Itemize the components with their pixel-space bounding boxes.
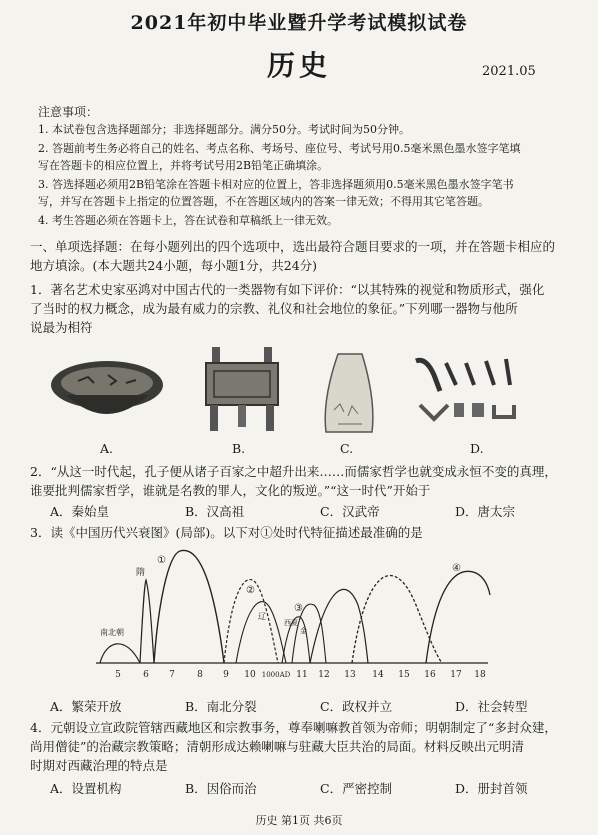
q3-option-b: B．南北分裂 — [185, 699, 257, 714]
label-sui: 隋 — [136, 568, 146, 578]
timeline-tick-label: 7 — [169, 670, 175, 680]
q4-text: 4．元朝设立宣政院管辖西藏地区和宗教事务，尊奉喇嘛教首领为帝师；明朝制定了“多封众建， — [30, 720, 557, 735]
notes-heading: 注意事项： — [38, 105, 99, 119]
timeline-tick-label: 13 — [344, 670, 356, 680]
q4-option-a: A．设置机构 — [50, 781, 122, 796]
timeline-tick-label: 9 — [223, 670, 229, 680]
timeline-tick-label: 18 — [474, 670, 486, 680]
label-c2: ② — [246, 585, 255, 596]
q1-text: 说最为相符 — [30, 320, 93, 335]
timeline-tick-label: 10 — [244, 670, 256, 680]
q1-text: 1．著名艺术史家巫鸿对中国古代的一类器物有如下评价：“以其特殊的视觉和物质形式，强化 — [30, 282, 545, 297]
jade-ornament-image — [318, 350, 380, 435]
timeline-tick-label: 8 — [197, 670, 203, 680]
note-line: 2. 答题前考生务必将自己的姓名、考点名称、考场号、座位号、考试号用0.5毫米黑色墨水签字笔填 — [38, 142, 521, 155]
page-footer: 历史 第1页 共6页 — [255, 814, 343, 827]
exam-title: 2021年初中毕业暨升学考试模拟试卷 — [130, 12, 468, 34]
section-instruction: 一、单项选择题：在每小题列出的四个选项中，选出最符合题目要求的一项，并在答题卡相应的 — [30, 239, 556, 254]
section-instruction: 地方填涂。(本大题共24小题，每小题1分，共24分) — [30, 258, 318, 273]
timeline-tick-label: 11 — [296, 670, 308, 680]
exam-date: 2021.05 — [482, 64, 536, 79]
q1-text: 了当时的权力概念，成为最有威力的宗教、礼仪和社会地位的象征。”下列哪一器物与他所 — [30, 301, 518, 316]
label-xixia: 西夏 — [284, 619, 298, 627]
timeline-tick-label: 14 — [372, 670, 384, 680]
q4-text: 时期对西藏治理的特点是 — [30, 758, 168, 773]
timeline-tick-label: 16 — [424, 670, 436, 680]
timeline-tick-label: 15 — [398, 670, 410, 680]
label-jin: 金 — [300, 627, 307, 635]
q2-text: 谁要批判儒家哲学，谁就是名教的罪人，文化的叛逆。”“这一时代”开始于 — [30, 483, 431, 498]
bronze-ding-image — [196, 343, 288, 433]
label-c1: ① — [157, 555, 166, 566]
timeline-tick-label: 17 — [450, 670, 462, 680]
q4-text: 尚用僧徒”的治藏宗教策略；清朝形成达赖喇嘛与驻藏大臣共治的局面。材料反映出元明清 — [30, 739, 524, 754]
label-c3: ③ — [294, 603, 303, 614]
label-nbc: 南北朝 — [100, 628, 124, 637]
q1-option-d: D. — [470, 441, 484, 456]
pottery-bowl-image — [48, 355, 166, 430]
label-c4: ④ — [452, 563, 461, 574]
timeline-tick-label: 12 — [318, 670, 330, 680]
q1-option-a: A. — [100, 441, 114, 456]
q1-option-c: C. — [340, 441, 354, 456]
note-line: 写，并写在答题卡上指定的位置答题，不在答题区域内的答案一律无效；不得用其它笔答题。 — [38, 195, 489, 208]
q2-option-d: D．唐太宗 — [455, 504, 516, 519]
q4-option-d: D．册封首领 — [455, 781, 528, 796]
note-line: 4. 考生答题必须在答题卡上，答在试卷和草稿纸上一律无效。 — [38, 214, 338, 227]
note-line: 1. 本试卷包含选择题部分；非选择题部分。满分50分。考试时间为50分钟。 — [38, 123, 410, 136]
timeline-tick-label: 1000AD — [261, 671, 291, 679]
note-line: 3. 答选择题必须用2B铅笔涂在答题卡相对应的位置上，答非选择题须用0.5毫米黑色墨水签字笔书 — [38, 178, 514, 191]
q2-option-a: A．秦始皇 — [50, 504, 110, 519]
q4-option-c: C．严密控制 — [320, 781, 393, 796]
rise-fall-diagram — [96, 545, 496, 685]
q3-text: 3．读《中国历代兴衰图》(局部)。以下对①处时代特征描述最准确的是 — [30, 525, 423, 540]
q1-option-b: B. — [232, 441, 246, 456]
q2-option-b: B．汉高祖 — [185, 504, 245, 519]
iron-tools-image — [410, 355, 522, 425]
subject-title: 历史 — [266, 49, 331, 82]
q3-option-c: C．政权并立 — [320, 699, 393, 714]
q2-option-c: C．汉武帝 — [320, 504, 380, 519]
timeline-tick-label: 5 — [115, 670, 121, 680]
q2-text: 2．“从这一时代起，孔子便从诸子百家之中超升出来……而儒家哲学也就变成永恒不变的真理， — [30, 464, 557, 479]
q3-option-a: A．繁荣开放 — [50, 699, 122, 714]
label-liao: 辽 — [258, 612, 266, 621]
q3-option-d: D．社会转型 — [455, 699, 528, 714]
timeline-tick-label: 6 — [143, 670, 149, 680]
q4-option-b: B．因俗而治 — [185, 781, 257, 796]
note-line: 写在答题卡的相应位置上，并将考试号用2B铅笔正确填涂。 — [38, 159, 329, 172]
